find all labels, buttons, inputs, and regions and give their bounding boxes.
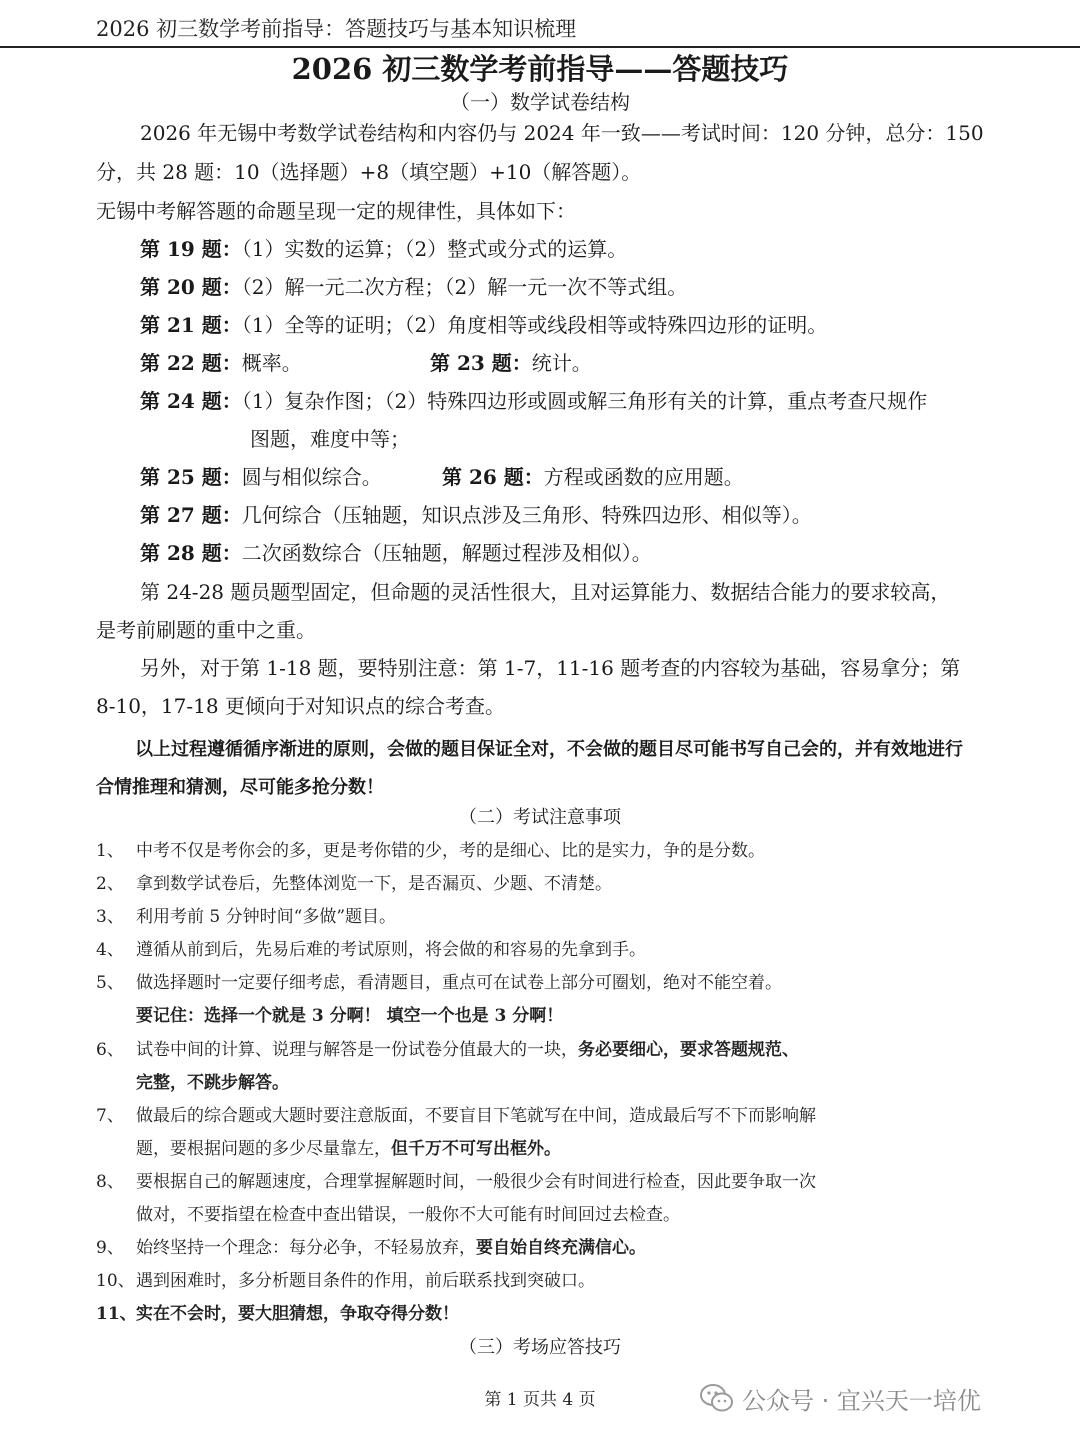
- q27-text: 几何综合（压轴题，知识点涉及三角形、特殊四边形、相似等）。: [241, 503, 812, 527]
- question-21: [140, 310, 827, 340]
- note-text: 做最后的综合题或大题时要注意版面，不要盲目下笔就写在中间，造成最后写不下而影响解: [136, 1106, 816, 1126]
- note-number: 9、: [96, 1238, 124, 1258]
- q22-label: 第 22 题：: [140, 351, 242, 375]
- paragraph-1-line-1: 第 24-28 题员题型固定，但命题的灵活性很大，且对运算能力、数据结合能力的要求较高，: [140, 580, 951, 604]
- paragraph-1-line-2: 是考前刷题的重中之重。: [96, 618, 316, 642]
- note-number: 3、: [96, 907, 124, 927]
- note-text: 做选择题时一定要仔细考虑，看清题目，重点可在试卷上部分可圈划，绝对不能空着。: [136, 973, 782, 993]
- q20-text: （2）解一元二次方程；（2）解一元一次不等式组。: [241, 275, 688, 299]
- q21-label: 第 21 题：: [140, 313, 242, 337]
- question-28: [140, 538, 652, 568]
- q25-text: 圆与相似综合。: [241, 465, 382, 489]
- question-19: [140, 234, 627, 264]
- note-text-emphasis: 务必要细心，要求答题规范、: [578, 1040, 799, 1060]
- note-item-5-emphasis: 要记住：选择一个就是 3 分啊！ 填空一个也是 3 分啊！: [136, 1006, 564, 1026]
- note-number: 1、: [96, 841, 124, 861]
- note-item-10: [96, 1268, 595, 1294]
- note-number: 8、: [96, 1172, 124, 1192]
- q26-text: 方程或函数的应用题。: [543, 465, 744, 489]
- wechat-icon: [700, 1383, 734, 1413]
- q20-label: 第 20 题：: [140, 275, 242, 299]
- section2-heading: （二）考试注意事项: [459, 807, 621, 828]
- q23-label: 第 23 题：: [430, 351, 532, 375]
- note-item-1: [96, 838, 765, 864]
- question-24: [140, 386, 927, 416]
- note-text-emphasis: 但千万不可写出框外。: [391, 1139, 561, 1159]
- rule-line: 无锡中考解答题的命题呈现一定的规律性，具体如下：: [96, 199, 576, 223]
- q19-text: （1）实数的运算；（2）整式或分式的运算。: [241, 237, 628, 261]
- note-number: 5、: [96, 973, 124, 993]
- note-item-8: [96, 1169, 816, 1195]
- q25-label: 第 25 题：: [140, 465, 242, 489]
- note-item-6: [96, 1037, 799, 1063]
- question-27: [140, 500, 812, 530]
- q24-text: （1）复杂作图；（2）特殊四边形或圆或解三角形有关的计算，重点考查尺规作: [241, 389, 928, 413]
- note-item-9: [96, 1235, 646, 1261]
- note-text: 利用考前 5 分钟时间“多做”题目。: [136, 907, 397, 927]
- note-text: 始终坚持一个理念：每分必争，不轻易放弃，: [136, 1238, 476, 1258]
- note-text: 拿到数学试卷后，先整体浏览一下，是否漏页、少题、不清楚。: [136, 874, 612, 894]
- note-item-3: [96, 904, 396, 930]
- section3-heading: （三）考场应答技巧: [459, 1337, 621, 1358]
- note-text: 遇到困难时，多分析题目条件的作用，前后联系找到突破口。: [136, 1271, 595, 1291]
- note-number: 10、: [96, 1271, 135, 1291]
- question-25: [140, 462, 382, 492]
- note-item-6-continued: 完整，不跳步解答。: [136, 1073, 289, 1093]
- paragraph-3-line-2: 合情推理和猜测，尽可能多抢分数！: [96, 777, 384, 798]
- q23-text: 统计。: [531, 351, 592, 375]
- intro-line-2: 分，共 28 题：10（选择题）+8（填空题）+10（解答题）。: [96, 160, 642, 184]
- q26-label: 第 26 题：: [442, 465, 544, 489]
- note-text-emphasis: 要自始自终充满信心。: [476, 1238, 646, 1258]
- note-text: 试卷中间的计算、说理与解答是一份试卷分值最大的一块，: [136, 1040, 578, 1060]
- q27-label: 第 27 题：: [140, 503, 242, 527]
- note-item-5: [96, 970, 782, 996]
- note-text: 遵循从前到后，先易后难的考试原则，将会做的和容易的先拿到手。: [136, 940, 646, 960]
- note-item-2: [96, 871, 612, 897]
- paragraph-2-line-1: 另外，对于第 1-18 题，要特别注意：第 1-7，11-16 题考查的内容较为基础，容易拿分；第: [140, 656, 961, 680]
- running-header: [0, 10, 1080, 48]
- note-number: 6、: [96, 1040, 124, 1060]
- note-number: 11、: [96, 1304, 137, 1324]
- note-text: 要根据自己的解题速度，合理掌握解题时间，一般很少会有时间进行检查，因此要争取一次: [136, 1172, 816, 1192]
- note-text: 题，要根据问题的多少尽量靠左，: [136, 1139, 391, 1159]
- q24-text-continued: 图题，难度中等；: [250, 427, 410, 451]
- note-text: 中考不仅是考你会的多，更是考你错的少，考的是细心、比的是实力，争的是分数。: [136, 841, 765, 861]
- note-number: 2、: [96, 874, 124, 894]
- q28-text: 二次函数综合（压轴题，解题过程涉及相似）。: [241, 541, 652, 565]
- watermark: [700, 1374, 981, 1422]
- question-20: [140, 272, 687, 302]
- paragraph-3-line-1: 以上过程遵循循序渐进的原则，会做的题目保证全对，不会做的题目尽可能书写自己会的，并有效地进行: [135, 739, 963, 760]
- note-item-7-continued: [136, 1136, 561, 1162]
- section1-heading: （一）数学试卷结构: [450, 90, 630, 114]
- question-22: [140, 348, 302, 378]
- q19-label: 第 19 题：: [140, 237, 242, 261]
- q28-label: 第 28 题：: [140, 541, 242, 565]
- paragraph-2-line-2: 8-10，17-18 更倾向于对知识点的综合考查。: [96, 694, 505, 718]
- page-number: 第 1 页共 4 页: [484, 1390, 596, 1410]
- intro-line-1: 2026 年无锡中考数学试卷结构和内容仍与 2024 年一致——考试时间：120 分钟，总分：150: [140, 121, 984, 145]
- running-header-text: 2026 初三数学考前指导：答题技巧与基本知识梳理: [96, 17, 577, 41]
- document-title: 2026 初三数学考前指导——答题技巧: [291, 52, 789, 86]
- q22-text: 概率。: [241, 351, 302, 375]
- note-item-4: [96, 937, 646, 963]
- watermark-text: 公众号 · 宜兴天一培优: [742, 1386, 981, 1415]
- q24-label: 第 24 题：: [140, 389, 242, 413]
- note-text: 实在不会时，要大胆猜想，争取夺得分数！: [136, 1304, 459, 1324]
- note-item-8-continued: 做对，不要指望在检查中查出错误，一般你不大可能有时间回过去检查。: [136, 1205, 680, 1225]
- note-item-7: [96, 1103, 816, 1129]
- note-number: 4、: [96, 940, 124, 960]
- q21-text: （1）全等的证明；（2）角度相等或线段相等或特殊四边形的证明。: [241, 313, 828, 337]
- note-item-11: [96, 1301, 459, 1327]
- question-26: [442, 462, 744, 492]
- question-23: [430, 348, 592, 378]
- note-number: 7、: [96, 1106, 124, 1126]
